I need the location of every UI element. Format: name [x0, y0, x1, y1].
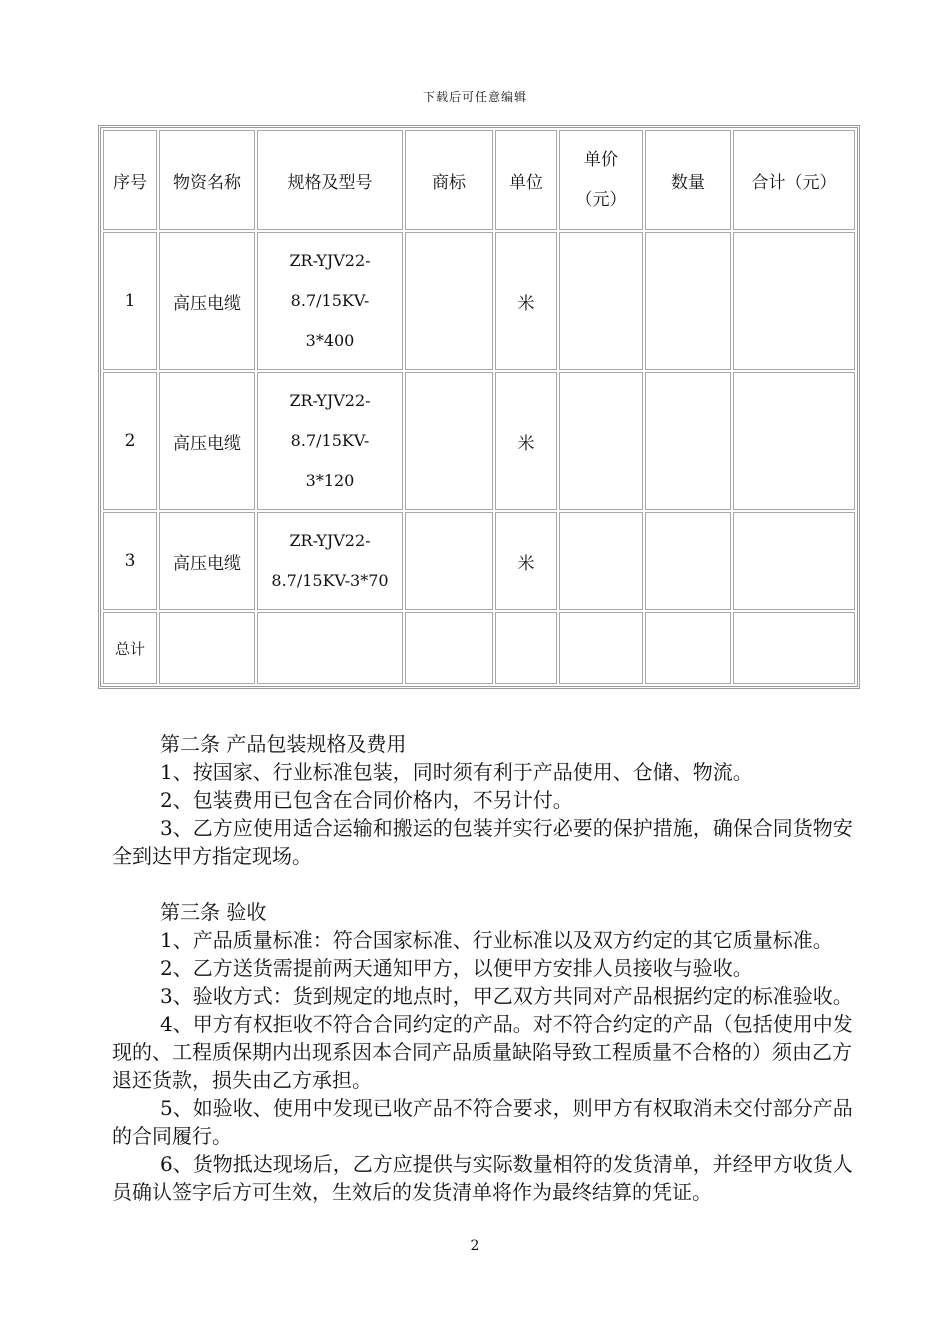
row-no: 2 — [103, 372, 157, 510]
section2-item: 1、按国家、行业标准包装，同时须有利于产品使用、仓储、物流。 — [160, 760, 753, 784]
header-cell-price — [559, 130, 643, 230]
section3-title: 第三条 验收 — [160, 900, 267, 924]
row-price — [559, 372, 643, 510]
row-brand — [405, 232, 493, 370]
table-row — [103, 372, 855, 510]
header-cell-spec: 规格及型号 — [257, 130, 403, 230]
row-total — [733, 232, 855, 370]
page-number: 2 — [470, 1238, 480, 1254]
row-unit: 米 — [495, 372, 557, 510]
spec-line: 8.7/15KV-3*70 — [271, 571, 389, 590]
paragraph-spacer — [112, 870, 862, 898]
section2-title: 第二条 产品包装规格及费用 — [160, 732, 407, 756]
row-spec — [257, 372, 403, 510]
spec-line: 8.7/15KV- — [290, 291, 370, 310]
section2-item: 2、包装费用已包含在合同价格内，不另计付。 — [160, 788, 573, 812]
row-qty — [645, 512, 731, 610]
header-cell-unit: 单位 — [495, 130, 557, 230]
header-cell-qty: 数量 — [645, 130, 731, 230]
empty-cell — [645, 612, 731, 684]
row-no: 3 — [103, 512, 157, 610]
section3-item: 2、乙方送货需提前两天通知甲方，以便甲方安排人员接收与验收。 — [160, 956, 753, 980]
header-price-unit: （元） — [575, 190, 627, 210]
row-brand — [405, 512, 493, 610]
spec-line: ZR-YJV22- — [289, 251, 371, 270]
row-spec — [257, 512, 403, 610]
header-price-label: 单价 — [584, 150, 618, 170]
row-name: 高压电缆 — [159, 372, 255, 510]
section3-item: 3、验收方式：货到规定的地点时，甲乙双方共同对产品根据约定的标准验收。 — [160, 984, 853, 1008]
header-cell-brand: 商标 — [405, 130, 493, 230]
header-cell-total: 合计（元） — [733, 130, 855, 230]
empty-cell — [559, 612, 643, 684]
row-brand — [405, 372, 493, 510]
table-header-row — [103, 130, 855, 230]
row-total — [733, 372, 855, 510]
section3-item: 6、货物抵达现场后，乙方应提供与实际数量相符的发货清单，并经甲方收货人员确认签字后方可生效，生效后的发货清单将作为最终结算的凭证。 — [112, 1152, 853, 1204]
row-qty — [645, 372, 731, 510]
spec-line: 3*400 — [305, 331, 355, 350]
section3-item: 1、产品质量标准：符合国家标准、行业标准以及双方约定的其它质量标准。 — [160, 928, 833, 952]
header-cell-name: 物资名称 — [159, 130, 255, 230]
materials-table — [98, 125, 860, 689]
row-price — [559, 232, 643, 370]
total-label: 总计 — [103, 612, 157, 684]
contract-body — [112, 730, 862, 1206]
empty-cell — [495, 612, 557, 684]
row-unit: 米 — [495, 232, 557, 370]
empty-cell — [405, 612, 493, 684]
table-row — [103, 512, 855, 610]
row-total — [733, 512, 855, 610]
row-qty — [645, 232, 731, 370]
header-note: 下载后可任意编辑 — [422, 90, 527, 104]
row-unit: 米 — [495, 512, 557, 610]
empty-cell — [733, 612, 855, 684]
spec-line: ZR-YJV22- — [289, 391, 371, 410]
table-row — [103, 232, 855, 370]
header-cell-no: 序号 — [103, 130, 157, 230]
section3-item: 5、如验收、使用中发现已收产品不符合要求，则甲方有权取消未交付部分产品的合同履行。 — [112, 1096, 853, 1148]
row-spec — [257, 232, 403, 370]
row-no: 1 — [103, 232, 157, 370]
row-name: 高压电缆 — [159, 232, 255, 370]
empty-cell — [257, 612, 403, 684]
row-name: 高压电缆 — [159, 512, 255, 610]
spec-line: 3*120 — [305, 471, 355, 490]
spec-line: 8.7/15KV- — [290, 431, 370, 450]
section2-item: 3、乙方应使用适合运输和搬运的包装并实行必要的保护措施，确保合同货物安全到达甲方指定现场。 — [112, 816, 853, 868]
spec-line: ZR-YJV22- — [289, 531, 371, 550]
section3-item: 4、甲方有权拒收不符合合同约定的产品。对不符合约定的产品（包括使用中发现的、工程质保期内出现系因本合同产品质量缺陷导致工程质量不合格的）须由乙方退还货款，损失由乙方承担。 — [112, 1012, 853, 1092]
empty-cell — [159, 612, 255, 684]
table-total-row — [103, 612, 855, 684]
row-price — [559, 512, 643, 610]
